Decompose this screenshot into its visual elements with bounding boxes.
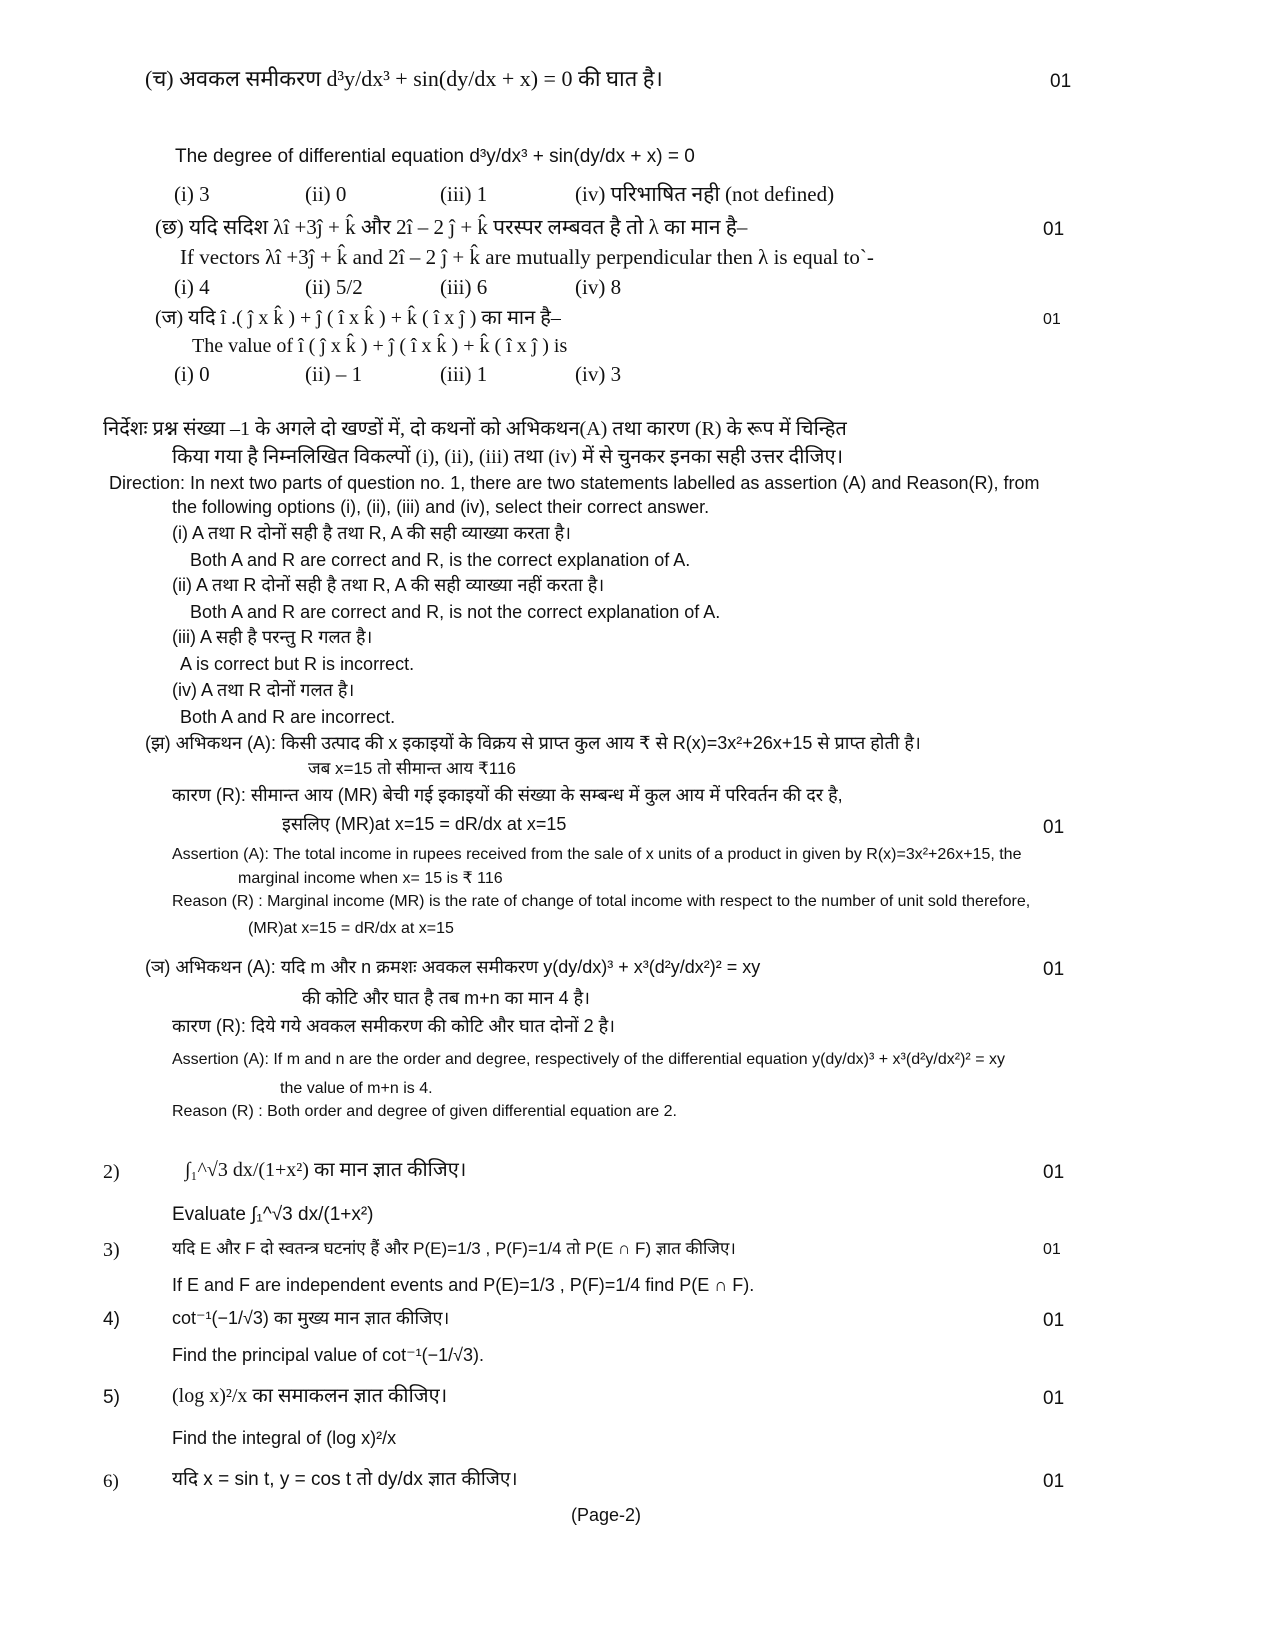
q1i-marks: 01 (1043, 817, 1065, 838)
q1g-marks: 01 (1043, 219, 1065, 240)
q5-hindi: (log x)²/x का समाकलन ज्ञात कीजिए। (172, 1385, 448, 1407)
q1i-reason-hindi-2: इसलिए (MR)at x=15 = dR/dx at x=15 (282, 814, 567, 834)
q1j-assertion-hindi-1: (ञ) अभिकथन (A): यदि m और n क्रमशः अवकल समीकरण y(dy/dx)³ + x³(d²y/dx²)² = xy (145, 957, 761, 977)
q1i-reason-english-1: Reason (R) : Marginal income (MR) is the rate of change of total income with respect to the number of unit sold therefore, (172, 893, 1031, 910)
q3-marks: 01 (1043, 1241, 1061, 1258)
q5-number: 5) (103, 1387, 120, 1408)
q2-marks: 01 (1043, 1162, 1065, 1183)
q4-marks: 01 (1043, 1310, 1065, 1331)
direction-option2-english: Both A and R are correct and R, is not the correct explanation of A. (190, 602, 721, 622)
q1h-option-2: (ii) – 1 (305, 362, 363, 386)
q3-hindi: यदि E और F दो स्वतन्त्र घटनांए हैं और P(E)=1/3 , P(F)=1/4 तो P(E ∩ F) ज्ञात कीजिए। (172, 1239, 736, 1258)
q6-marks: 01 (1043, 1471, 1065, 1492)
direction-option1-english: Both A and R are correct and R, is the correct explanation of A. (190, 550, 691, 570)
direction-option2-hindi: (ii) A तथा R दोनों सही है तथा R, A की सही व्याख्या नहीं करता है। (172, 575, 605, 595)
q5-marks: 01 (1043, 1388, 1065, 1409)
q1h-option-4: (iv) 3 (575, 362, 622, 386)
q1f-english: The degree of differential equation d³y/dx³ + sin(dy/dx + x) = 0 (175, 146, 695, 167)
q4-hindi: cot⁻¹(−1/√3) का मुख्य मान ज्ञात कीजिए। (172, 1308, 450, 1328)
q1f-option-4: (iv) परिभाषित नही (not defined) (575, 182, 835, 206)
q1j-reason-hindi: कारण (R): दिये गये अवकल समीकरण की कोटि और घात दोनों 2 है। (172, 1016, 615, 1036)
direction-option1-hindi: (i) A तथा R दोनों सही है तथा R, A की सही व्याख्या करता है। (172, 523, 571, 543)
q1h-english: The value of î ( ĵ x k̂ ) + ĵ ( î x k̂ ) + k̂ ( î x ĵ ) is (192, 335, 568, 357)
q1g-option-4: (iv) 8 (575, 275, 622, 299)
direction-option3-english: A is correct but R is incorrect. (180, 654, 415, 674)
q1h-marks: 01 (1043, 311, 1061, 328)
direction-english-line1: Direction: In next two parts of question no. 1, there are two statements labelled as assertion (A) and Reason(R), from (109, 473, 1040, 493)
direction-hindi-line2: किया गया है निम्नलिखित विकल्पों (i), (ii), (iii) तथा (iv) में से चुनकर इनका सही उत्तर दीजिए। (172, 446, 844, 468)
q1j-assertion-english-2: the value of m+n is 4. (280, 1080, 433, 1097)
q1f-marks: 01 (1050, 71, 1072, 92)
q1g-hindi: (छ) यदि सदिश λî +3ĵ + k̂ और 2î – 2 ĵ + k̂ परस्पर लम्बवत है तो λ का मान है– (155, 215, 748, 239)
page-number: (Page-2) (571, 1505, 642, 1525)
q1g-english: If vectors λî +3ĵ + k̂ and 2î – 2 ĵ + k̂ are mutually perpendicular then λ is equal to`- (180, 245, 874, 269)
q1g-option-1: (i) 4 (174, 275, 210, 299)
q1f-option-3: (iii) 1 (440, 182, 488, 206)
direction-option3-hindi: (iii) A सही है परन्तु R गलत है। (172, 627, 373, 647)
direction-option4-english: Both A and R are incorrect. (180, 707, 396, 727)
q1f-option-1: (i) 3 (174, 182, 210, 206)
q6-hindi: यदि x = sin t, y = cos t तो dy/dx ज्ञात कीजिए। (172, 1469, 518, 1490)
q1j-reason-english: Reason (R) : Both order and degree of given differential equation are 2. (172, 1103, 677, 1120)
q1i-assertion-english-2: marginal income when x= 15 is ₹ 116 (238, 870, 503, 887)
q1i-assertion-hindi-2: जब x=15 तो सीमान्त आय ₹116 (308, 759, 516, 778)
q1h-option-1: (i) 0 (174, 362, 210, 386)
q1j-assertion-hindi-2: की कोटि और घात है तब m+n का मान 4 है। (302, 988, 590, 1008)
direction-hindi-line1: निर्देशः प्रश्न संख्या –1 के अगले दो खण्डों में, दो कथनों को अभिकथन(A) तथा कारण (R) के रूप में चिन्हित (103, 418, 847, 440)
q2-hindi: ∫₁^√3 dx/(1+x²) का मान ज्ञात कीजिए। (185, 1159, 467, 1181)
q4-number: 4) (103, 1309, 120, 1330)
q1f-hindi: (च) अवकल समीकरण d³y/dx³ + sin(dy/dx + x) = 0 की घात है। (145, 66, 663, 91)
q5-english: Find the integral of (log x)²/x (172, 1428, 397, 1448)
q4-english: Find the principal value of cot⁻¹(−1/√3). (172, 1345, 485, 1365)
q6-number: 6) (103, 1471, 119, 1492)
direction-english-line2: the following options (i), (ii), (iii) and (iv), select their correct answer. (172, 497, 710, 517)
q1i-assertion-hindi-1: (झ) अभिकथन (A): किसी उत्पाद की x इकाइयों के विक्रय से प्राप्त कुल आय ₹ से R(x)=3x²+26x+15 से प्राप्त होती है। (145, 733, 921, 753)
q1h-hindi: (ज) यदि î .( ĵ x k̂ ) + ĵ ( î x k̂ ) + k̂ ( î x ĵ ) का मान है– (155, 307, 561, 329)
q3-number: 3) (103, 1239, 120, 1261)
q1g-option-2: (ii) 5/2 (305, 275, 363, 299)
q1g-option-3: (iii) 6 (440, 275, 488, 299)
q3-english: If E and F are independent events and P(E)=1/3 , P(F)=1/4 find P(E ∩ F). (172, 1275, 755, 1295)
q2-number: 2) (103, 1161, 120, 1183)
q1i-reason-hindi-1: कारण (R): सीमान्त आय (MR) बेची गई इकाइयों की संख्या के सम्बन्ध में कुल आय में परिवर्तन की दर है, (172, 785, 843, 805)
q1h-option-3: (iii) 1 (440, 362, 488, 386)
q1i-assertion-english-1: Assertion (A): The total income in rupees received from the sale of x units of a product in given by R(x)=3x²+26x+15, the (172, 846, 1022, 863)
q1i-reason-english-2: (MR)at x=15 = dR/dx at x=15 (248, 920, 454, 937)
q2-english: Evaluate ∫₁^√3 dx/(1+x²) (172, 1204, 374, 1225)
direction-option4-hindi: (iv) A तथा R दोनों गलत है। (172, 680, 355, 700)
q1j-marks: 01 (1043, 959, 1065, 980)
q1j-assertion-english-1: Assertion (A): If m and n are the order and degree, respectively of the differential equation y(dy/dx)³ + x³(d²y/dx²)² = xy (172, 1051, 1005, 1068)
q1f-option-2: (ii) 0 (305, 182, 347, 206)
